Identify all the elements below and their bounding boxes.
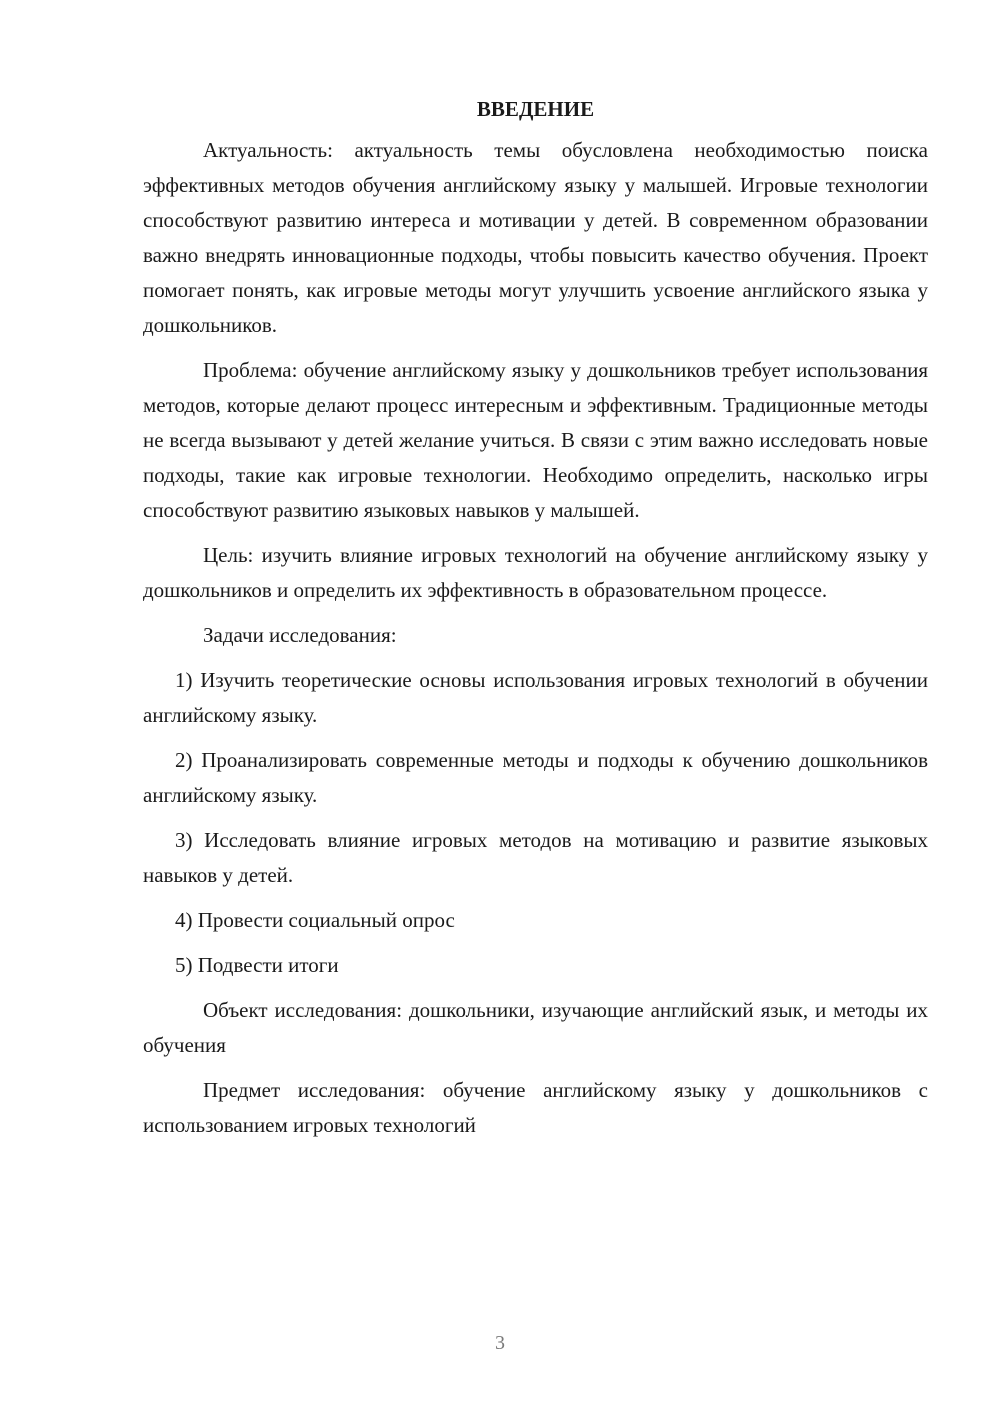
- tasks-list: [143, 663, 928, 983]
- task-item-5: 5) Подвести итоги: [175, 953, 339, 977]
- object-paragraph: Объект исследования: дошкольники, изучающие английский язык, и методы их обучения: [143, 998, 928, 1057]
- goal-paragraph: Цель: изучить влияние игровых технологий на обучение английскому языку у дошкольников и определить их эффективность в образовательном процессе.: [143, 543, 928, 602]
- task-item-1: 1) Изучить теоретические основы использования игровых технологий в обучении английскому языку.: [143, 668, 928, 727]
- task-item-4: 4) Провести социальный опрос: [175, 908, 455, 932]
- task-item-3: 3) Исследовать влияние игровых методов на мотивацию и развитие языковых навыков у детей.: [143, 828, 928, 887]
- problem-paragraph: Проблема: обучение английскому языку у дошкольников требует использования методов, которые делают процесс интересным и эффективным. Традиционные методы не всегда вызывают у детей желание учиться. В связи с этим важно исследовать новые подходы, такие как игровые технологии. Необходимо определить, насколько игры способствуют развитию языковых навыков у малышей.: [143, 358, 928, 522]
- page-number: 3: [495, 1332, 505, 1354]
- document-page: [143, 92, 928, 1153]
- tasks-heading: Задачи исследования:: [203, 623, 397, 647]
- page-title: ВВЕДЕНИЕ: [476, 97, 595, 121]
- relevance-paragraph: Актуальность: актуальность темы обусловлена необходимостью поиска эффективных методов обучения английскому языку у малышей. Игровые технологии способствуют развитию интереса и мотивации у детей. В современном образовании важно внедрять инновационные подходы, чтобы повысить качество обучения. Проект помогает понять, как игровые методы могут улучшить усвоение английского языка у дошкольников.: [143, 138, 928, 337]
- task-item-2: 2) Проанализировать современные методы и подходы к обучению дошкольников английскому языку.: [143, 748, 928, 807]
- subject-paragraph: Предмет исследования: обучение английскому языку у дошкольников с использованием игровых технологий: [143, 1078, 928, 1137]
